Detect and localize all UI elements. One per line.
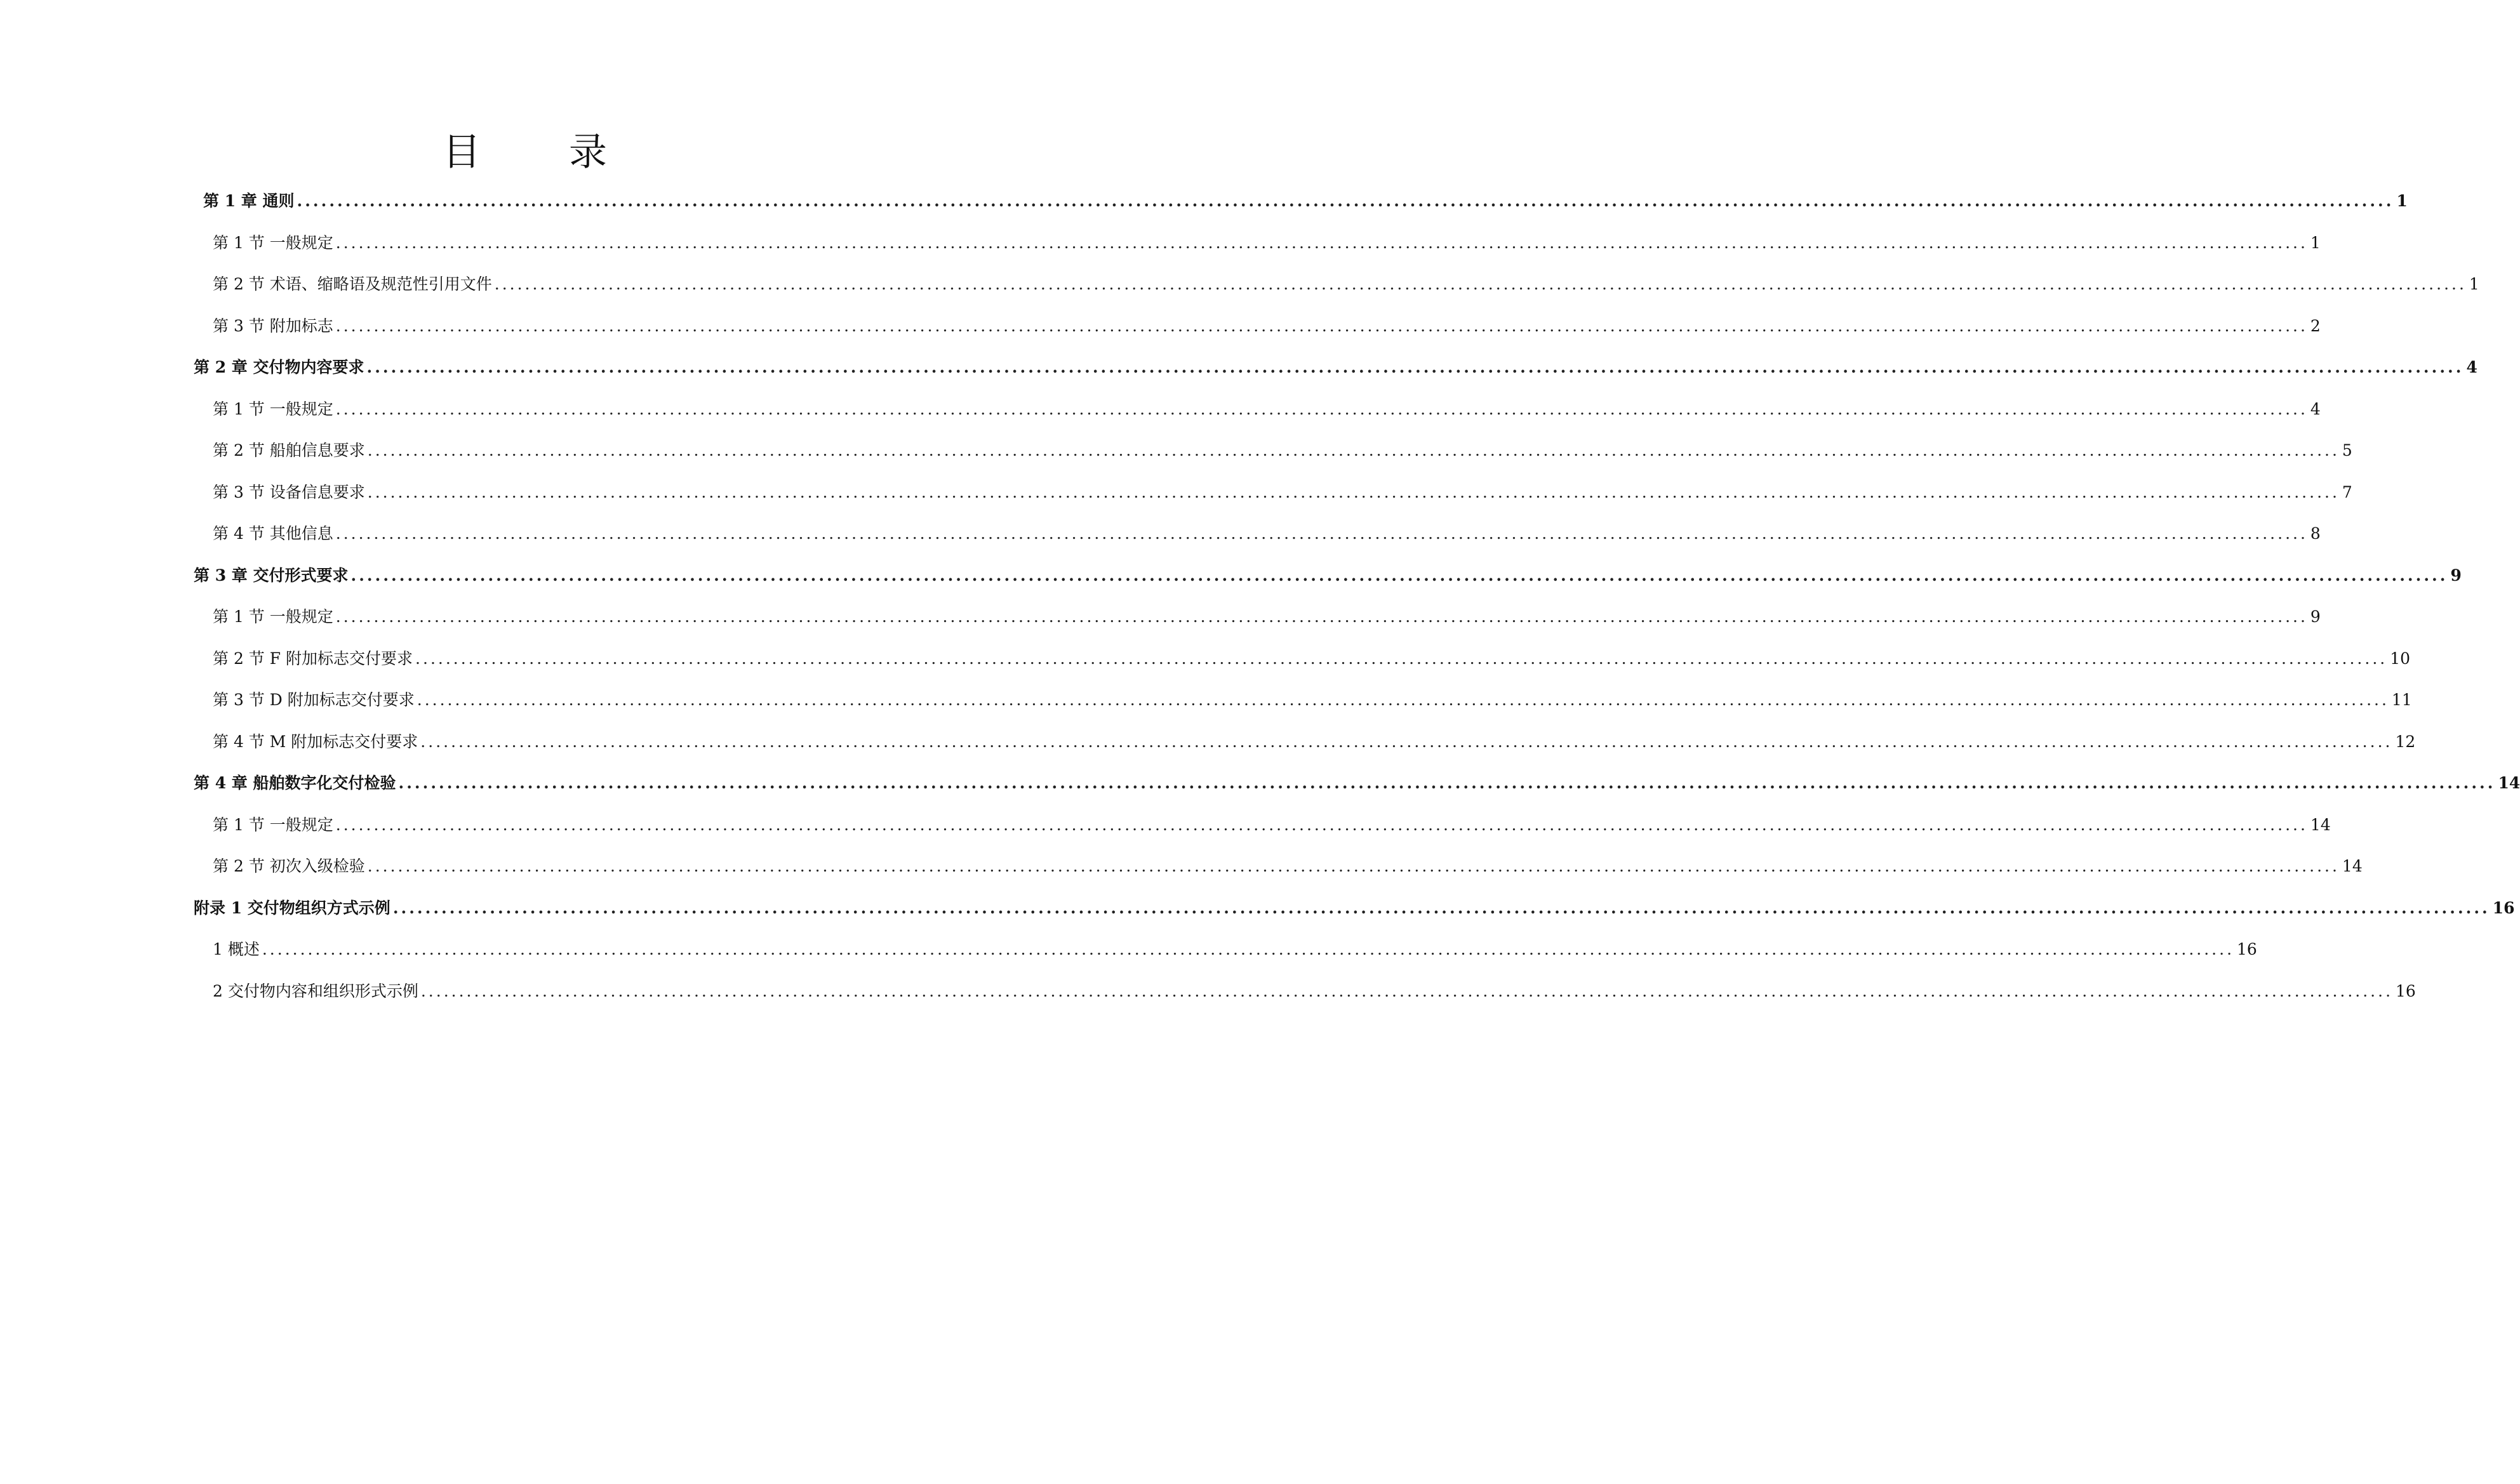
toc-entry-label: 第 2 节 F 附加标志交付要求 — [213, 649, 413, 668]
toc-entry-label: 第 3 节 附加标志 — [213, 317, 333, 335]
toc-entry-page: 11 — [2391, 691, 2412, 709]
toc-leader-dots: .................................................................................................................................................................................................................................................................... — [398, 774, 2496, 792]
toc-entry-page: 4 — [2310, 400, 2321, 418]
toc-leader-dots: .................................................................................................................................................................................................................................................................... — [417, 691, 2389, 709]
toc-entry-section[interactable] — [213, 480, 2352, 505]
toc-entry-label: 1 概述 — [213, 940, 260, 958]
toc-leader-dots: .................................................................................................................................................................................................................................................................... — [335, 524, 2308, 543]
toc-entry-section[interactable] — [213, 438, 2352, 463]
page-title: 目 录 — [442, 130, 646, 175]
toc-entry-label: 第 2 章 交付物内容要求 — [194, 358, 364, 376]
toc-leader-dots: .................................................................................................................................................................................................................................................................... — [366, 358, 2464, 376]
toc-leader-dots: .................................................................................................................................................................................................................................................................... — [335, 607, 2308, 626]
toc-entry-page: 16 — [2396, 982, 2416, 1000]
toc-entry-page: 16 — [2492, 899, 2515, 917]
toc-leader-dots: .................................................................................................................................................................................................................................................................... — [367, 857, 2340, 875]
toc-entry-page: 10 — [2390, 649, 2411, 668]
toc-leader-dots: .................................................................................................................................................................................................................................................................... — [367, 441, 2340, 460]
toc-entry-page: 14 — [2498, 774, 2520, 792]
toc-leader-dots: .................................................................................................................................................................................................................................................................... — [392, 899, 2490, 917]
toc-entry-page: 9 — [2450, 566, 2462, 585]
toc-entry-section[interactable] — [213, 812, 2331, 838]
toc-entry-label: 第 4 章 船舶数字化交付检验 — [194, 774, 396, 792]
toc-entry-section[interactable] — [213, 979, 2416, 1004]
toc-entry-section[interactable] — [213, 729, 2416, 755]
toc-entry-chapter-4[interactable] — [194, 771, 2520, 796]
toc-entry-section[interactable] — [213, 230, 2321, 256]
toc-entry-label: 第 1 节 一般规定 — [213, 400, 333, 418]
toc-entry-label: 第 1 节 一般规定 — [213, 234, 333, 252]
toc-entry-page: 16 — [2237, 940, 2257, 958]
toc-entry-chapter-1[interactable] — [203, 189, 2408, 214]
toc-entry-chapter-2[interactable] — [194, 355, 2477, 380]
toc-entry-section[interactable] — [213, 646, 2411, 672]
toc-leader-dots: .................................................................................................................................................................................................................................................................... — [420, 982, 2394, 1000]
toc-leader-dots: .................................................................................................................................................................................................................................................................... — [335, 400, 2308, 418]
toc-leader-dots: .................................................................................................................................................................................................................................................................... — [297, 192, 2394, 210]
toc-leader-dots: .................................................................................................................................................................................................................................................................... — [335, 816, 2308, 834]
toc-entry-page: 12 — [2395, 732, 2416, 751]
toc-entry-page: 1 — [2396, 192, 2408, 210]
toc-entry-page: 7 — [2342, 483, 2352, 501]
toc-entry-page: 4 — [2466, 358, 2477, 376]
toc-entry-label: 第 3 节 设备信息要求 — [213, 483, 365, 501]
toc-entry-page: 5 — [2342, 441, 2352, 460]
toc-entry-page: 14 — [2310, 816, 2331, 834]
toc-entry-section[interactable] — [213, 854, 2363, 879]
toc-leader-dots: .................................................................................................................................................................................................................................................................... — [335, 234, 2308, 252]
toc-entry-page: 2 — [2310, 317, 2321, 335]
toc-entry-label: 第 2 节 术语、缩略语及规范性引用文件 — [213, 275, 492, 293]
toc-leader-dots: .................................................................................................................................................................................................................................................................... — [335, 317, 2308, 335]
toc-entry-label: 第 2 节 船舶信息要求 — [213, 441, 365, 460]
toc-entry-label: 第 1 节 一般规定 — [213, 607, 333, 626]
toc-leader-dots: .................................................................................................................................................................................................................................................................... — [420, 732, 2393, 751]
toc-leader-dots: .................................................................................................................................................................................................................................................................... — [350, 566, 2448, 585]
toc-entry-section[interactable] — [213, 314, 2321, 339]
toc-entry-appendix-1[interactable] — [194, 896, 2515, 921]
toc-entry-label: 第 3 节 D 附加标志交付要求 — [213, 691, 415, 709]
toc-entry-label: 第 1 章 通则 — [203, 192, 295, 210]
toc-entry-page: 14 — [2342, 857, 2363, 875]
toc-entry-label: 2 交付物内容和组织形式示例 — [213, 982, 418, 1000]
toc-entry-section[interactable] — [213, 521, 2321, 547]
toc-entry-section[interactable] — [213, 272, 2479, 297]
toc-entry-page: 1 — [2310, 234, 2321, 252]
toc-entry-section[interactable] — [213, 687, 2412, 713]
toc-entry-chapter-3[interactable] — [194, 563, 2462, 588]
toc-leader-dots: .................................................................................................................................................................................................................................................................... — [494, 275, 2467, 293]
toc-entry-label: 第 4 节 M 附加标志交付要求 — [213, 732, 418, 751]
toc-leader-dots: .................................................................................................................................................................................................................................................................... — [367, 483, 2340, 501]
toc-entry-section[interactable] — [213, 397, 2321, 422]
toc-leader-dots: .................................................................................................................................................................................................................................................................... — [262, 940, 2235, 958]
toc-entry-page: 8 — [2310, 524, 2321, 543]
toc-entry-section[interactable] — [213, 937, 2257, 962]
toc-entry-label: 第 3 章 交付形式要求 — [194, 566, 349, 585]
toc-entry-page: 9 — [2310, 607, 2321, 626]
toc-entry-section[interactable] — [213, 604, 2321, 630]
toc-entry-page: 1 — [2469, 275, 2479, 293]
toc-entry-label: 第 4 节 其他信息 — [213, 524, 333, 543]
toc-entry-label: 附录 1 交付物组织方式示例 — [194, 899, 390, 917]
toc-entry-label: 第 2 节 初次入级检验 — [213, 857, 365, 875]
toc-entry-label: 第 1 节 一般规定 — [213, 816, 333, 834]
toc-leader-dots: .................................................................................................................................................................................................................................................................... — [415, 649, 2388, 668]
